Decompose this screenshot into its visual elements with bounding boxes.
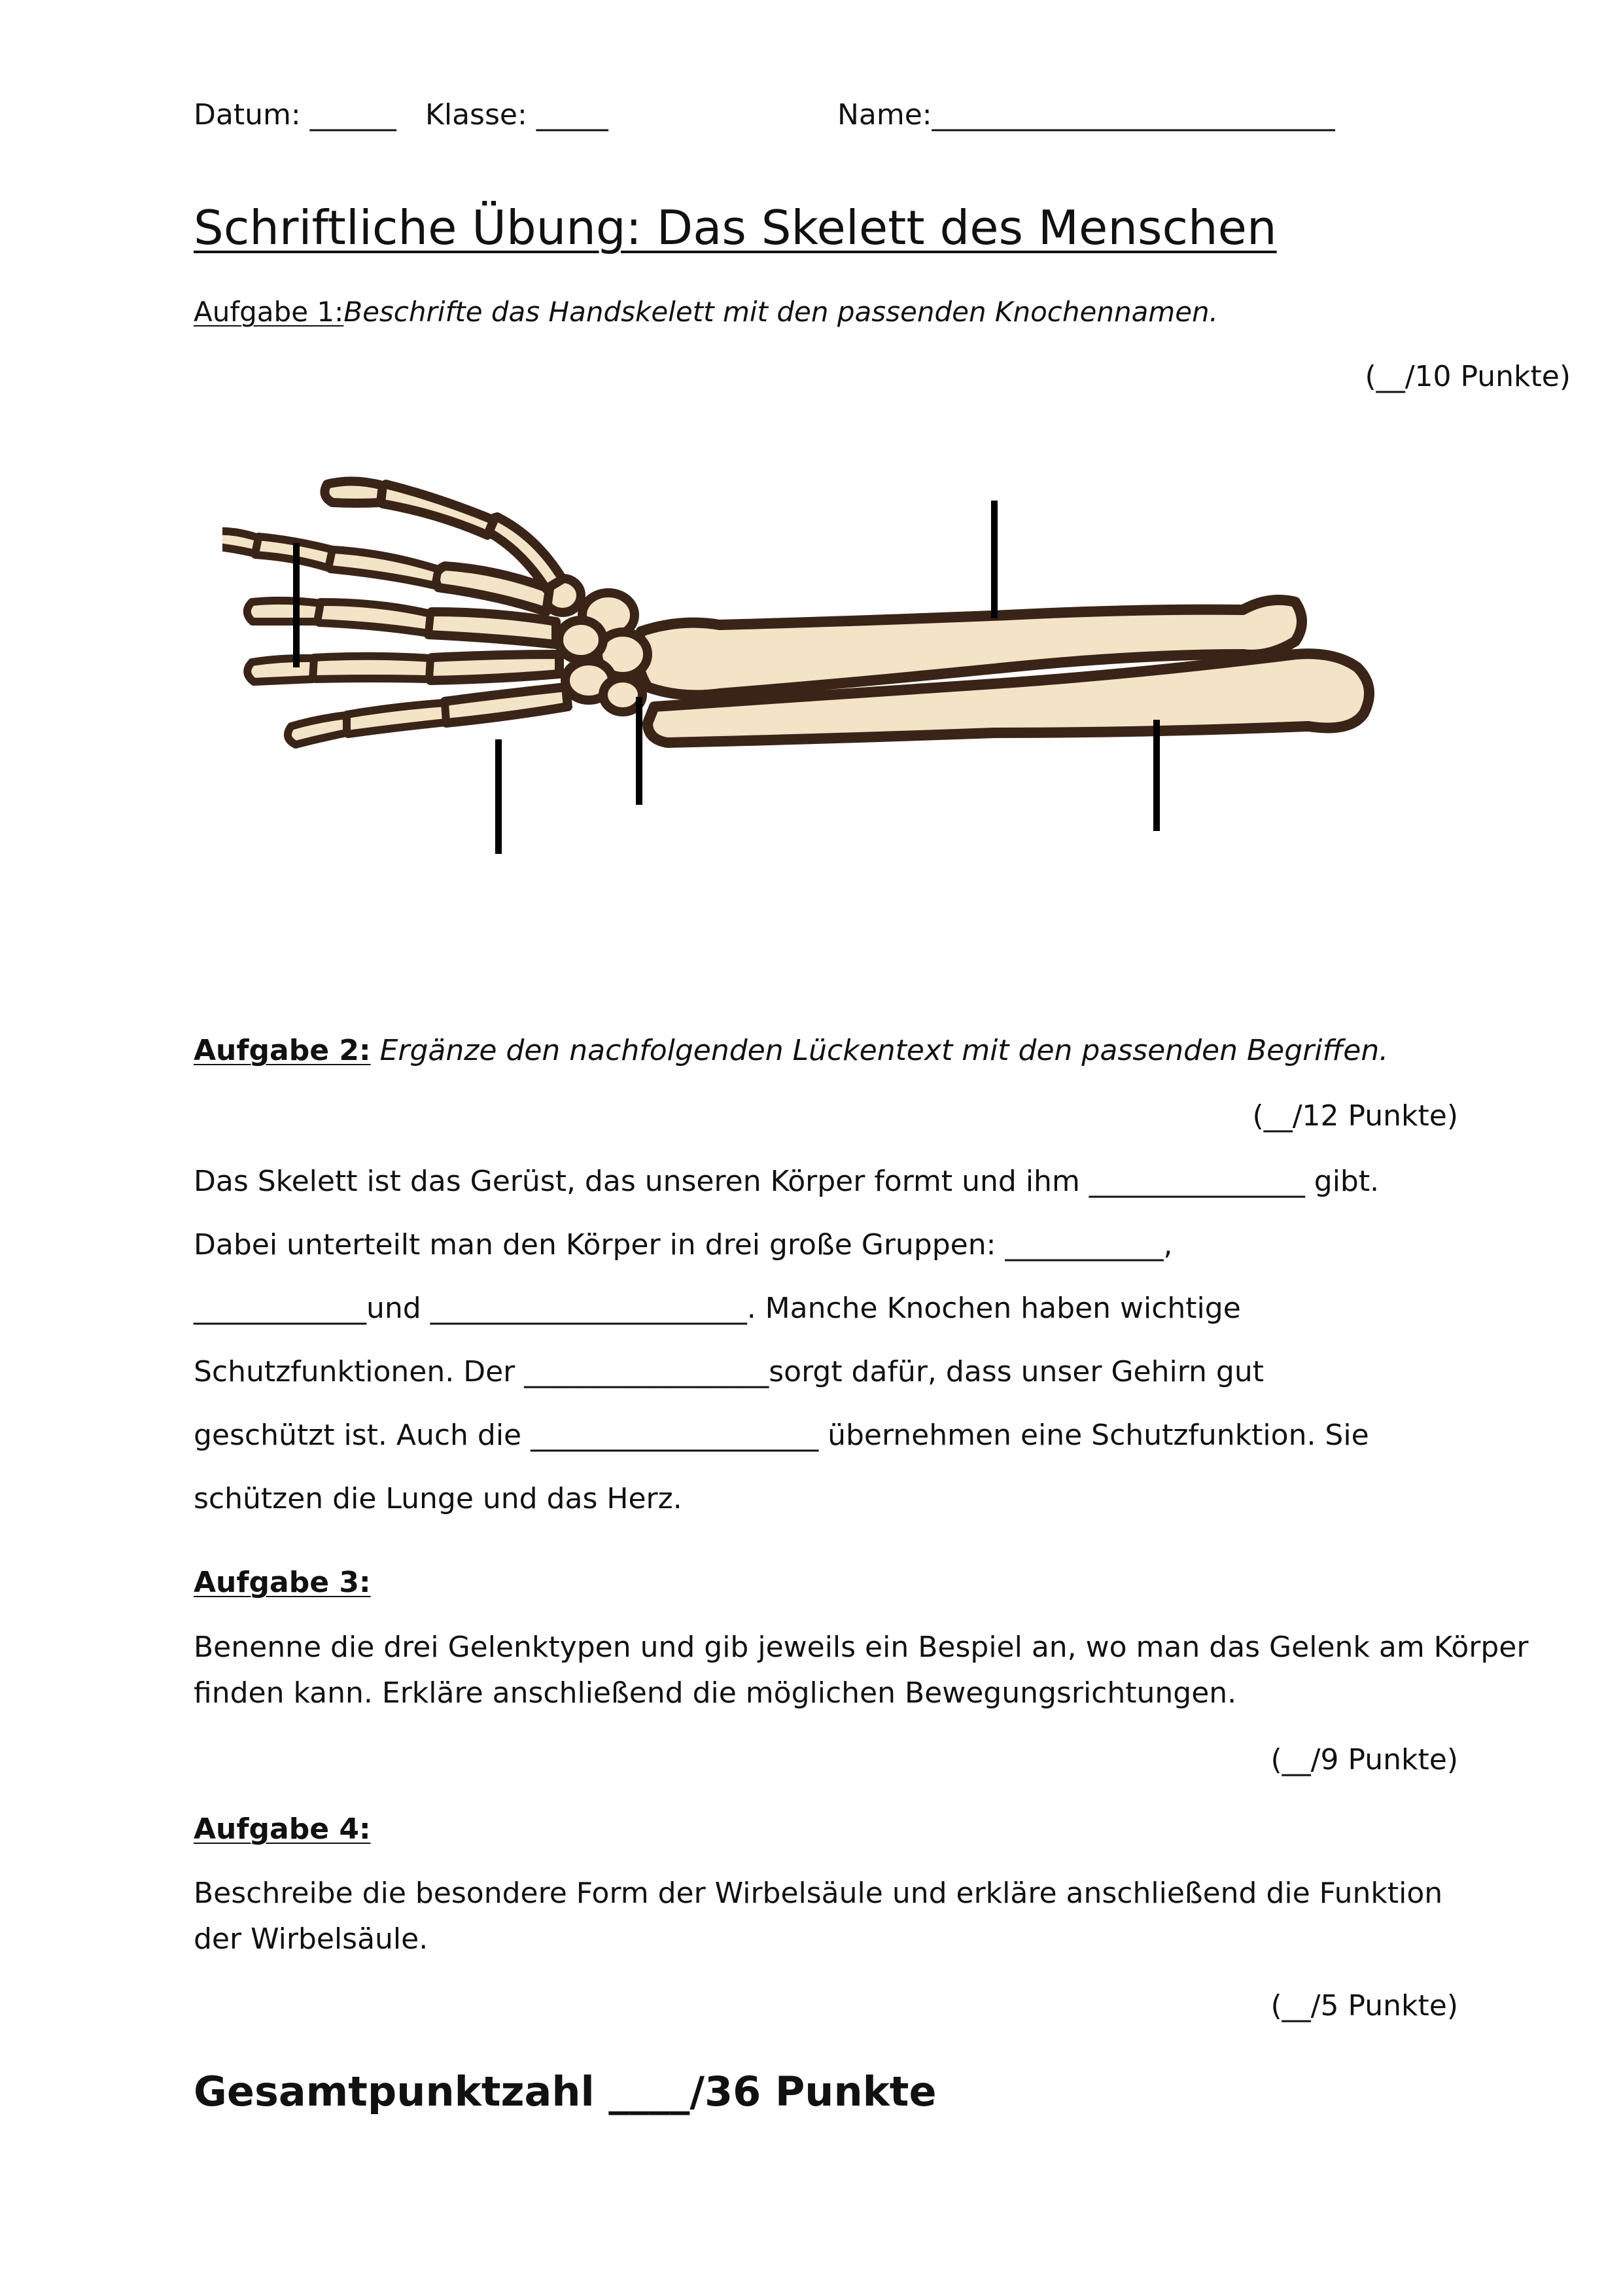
task4-label: Aufgabe 4: — [194, 1812, 371, 1846]
task2-points: (__/12 Punkte) — [1252, 1099, 1458, 1133]
finger-bone — [247, 601, 321, 622]
cloze-line[interactable]: Dabei unterteilt man den Körper in drei große Gruppen: ___________, — [194, 1228, 1173, 1262]
task3-text-line: Benenne die drei Gelenktypen und gib jeweils ein Bespiel an, wo man das Gelenk am Körper — [194, 1631, 1529, 1664]
finger-bone — [341, 703, 446, 734]
finger-bone — [314, 602, 430, 633]
task3-points: (__/9 Punkte) — [1270, 1743, 1458, 1776]
carpal-bone — [559, 620, 603, 660]
bones-group — [222, 481, 1369, 745]
task1-points: (__/10 Punkte) — [1365, 360, 1571, 393]
task2-instruction: Ergänze den nachfolgenden Lückentext mit den passenden Begriffen. — [379, 1034, 1389, 1067]
metacarpal-bone — [424, 612, 556, 645]
finger-bone — [327, 550, 438, 586]
hand-skeleton-illustration — [222, 458, 1400, 877]
metacarpal-bone — [439, 687, 568, 723]
thumb-bone — [379, 484, 494, 535]
task3-text-line: finden kann. Erkläre anschließend die möglichen Bewegungsrichtungen. — [194, 1676, 1237, 1710]
finger-bone — [288, 715, 347, 745]
finger-bone — [308, 656, 430, 679]
task1-heading — [194, 296, 1218, 328]
finger-bone — [247, 658, 314, 682]
task1-label: Aufgabe 1: — [194, 296, 344, 328]
finger-bone — [253, 537, 332, 568]
cloze-line[interactable]: ____________und ______________________. Manche Knochen haben wichtige — [194, 1292, 1241, 1325]
thumb-bone — [324, 481, 383, 503]
cloze-line[interactable]: geschützt ist. Auch die ____________________ übernehmen eine Schutzfunktion. Sie — [194, 1419, 1369, 1452]
date-field[interactable]: Datum: ______ — [194, 98, 396, 132]
class-field[interactable]: Klasse: _____ — [425, 98, 608, 132]
cloze-line[interactable]: Das Skelett ist das Gerüst, das unseren Körper formt und ihm _______________ gibt. — [194, 1165, 1380, 1198]
task2-heading — [194, 1034, 1388, 1067]
cloze-line[interactable]: Schutzfunktionen. Der _________________sorgt dafür, dass unser Gehirn gut — [194, 1355, 1264, 1388]
task4-points: (__/5 Punkte) — [1270, 1989, 1458, 2022]
task3-label: Aufgabe 3: — [194, 1566, 371, 1599]
page-title: Schriftliche Übung: Das Skelett des Menschen — [194, 200, 1277, 255]
name-field[interactable]: Name:____________________________ — [837, 98, 1335, 132]
finger-bone — [222, 531, 258, 554]
task2-label: Aufgabe 2: — [194, 1034, 371, 1067]
task4-text-line: Beschreibe die besondere Form der Wirbelsäule und erkläre anschließend die Funktion — [194, 1877, 1443, 1910]
task4-text-line: der Wirbelsäule. — [194, 1922, 428, 1956]
task1-instruction: Beschrifte das Handskelett mit den passenden Knochennamen. — [343, 296, 1219, 328]
total-score: Gesamtpunktzahl ____/36 Punkte — [194, 2068, 937, 2115]
cloze-line: schützen die Lunge und das Herz. — [194, 1482, 682, 1515]
metacarpal-bone — [425, 654, 559, 680]
